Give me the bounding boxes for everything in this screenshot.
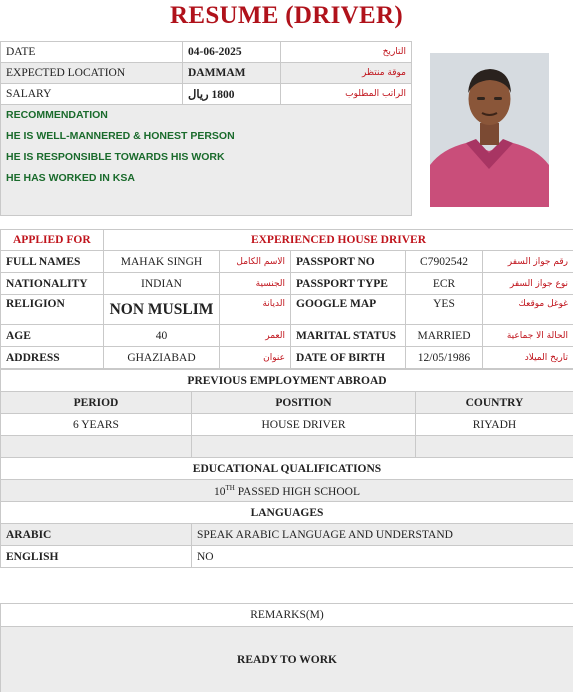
- page-title: RESUME (DRIVER): [170, 2, 403, 29]
- employment-position: HOUSE DRIVER: [192, 414, 416, 436]
- period-column-header: PERIOD: [1, 392, 192, 414]
- passport-no-value: C7902542: [406, 251, 483, 273]
- full-name-label-arabic: الاسم الكامل: [220, 251, 291, 273]
- employment-period: 6 YEARS: [1, 414, 192, 436]
- passport-type-label-arabic: نوع جواز السفر: [483, 273, 573, 295]
- religion-value: NON MUSLIM: [104, 295, 220, 325]
- salary-value: 1800 ريال: [183, 84, 281, 105]
- education-value: [1, 480, 573, 502]
- location-value: DAMMAM: [183, 63, 281, 84]
- date-of-birth-label: DATE OF BIRTH: [291, 347, 406, 369]
- table-row: [1, 414, 573, 436]
- age-label: AGE: [1, 325, 104, 347]
- nationality-value: INDIAN: [104, 273, 220, 295]
- empty-cell: [1, 436, 192, 458]
- recommendation-box: [1, 105, 412, 216]
- table-row: [1, 524, 573, 546]
- table-row: [1, 546, 573, 568]
- languages-heading: LANGUAGES: [1, 502, 573, 524]
- full-name-value: MAHAK SINGH: [104, 251, 220, 273]
- passport-no-label: PASSPORT NO: [291, 251, 406, 273]
- nationality-label-arabic: الجنسية: [220, 273, 291, 295]
- date-value: 04-06-2025: [183, 42, 281, 63]
- religion-label-arabic: الديانة: [220, 295, 291, 325]
- employment-country: RIYADH: [416, 414, 573, 436]
- education-grade-suffix: TH: [225, 483, 235, 492]
- recommendation-line: HE IS RESPONSIBLE TOWARDS HIS WORK: [6, 151, 225, 163]
- address-label-arabic: عنوان: [220, 347, 291, 369]
- applied-for-value: EXPERIENCED HOUSE DRIVER: [104, 230, 573, 251]
- age-value: 40: [104, 325, 220, 347]
- location-label: EXPECTED LOCATION: [1, 63, 183, 84]
- google-map-value: YES: [406, 295, 483, 325]
- empty-cell: [192, 436, 416, 458]
- religion-label: RELIGION: [1, 295, 104, 325]
- passport-type-value: ECR: [406, 273, 483, 295]
- passport-no-label-arabic: رقم جواز السفر: [483, 251, 573, 273]
- salary-label-arabic: الراتب المطلوب: [281, 84, 412, 105]
- education-grade: 10: [214, 485, 226, 498]
- marital-status-value: MARRIED: [406, 325, 483, 347]
- date-of-birth-label-arabic: تاريخ الميلاد: [483, 347, 573, 369]
- date-label-arabic: التاريخ: [281, 42, 412, 63]
- language-name: ENGLISH: [1, 546, 192, 568]
- google-map-label: GOOGLE MAP: [291, 295, 406, 325]
- education-detail: PASSED HIGH SCHOOL: [234, 485, 360, 498]
- recommendation-heading: RECOMMENDATION: [6, 109, 108, 121]
- passport-type-label: PASSPORT TYPE: [291, 273, 406, 295]
- candidate-photo: [430, 53, 549, 207]
- history-table: [0, 369, 573, 568]
- language-level: SPEAK ARABIC LANGUAGE AND UNDERSTAND: [192, 524, 573, 546]
- address-label: ADDRESS: [1, 347, 104, 369]
- salary-label: SALARY: [1, 84, 183, 105]
- remarks-value: READY TO WORK: [1, 627, 573, 692]
- address-value: GHAZIABAD: [104, 347, 220, 369]
- details-table: [0, 229, 573, 369]
- full-name-label: FULL NAMES: [1, 251, 104, 273]
- remarks-table: [0, 603, 573, 692]
- country-column-header: COUNTRY: [416, 392, 573, 414]
- location-label-arabic: موقة منتظر: [281, 63, 412, 84]
- remarks-heading: REMARKS(M): [1, 604, 573, 627]
- language-name: ARABIC: [1, 524, 192, 546]
- google-map-label-arabic: غوغل موقعك: [483, 295, 573, 325]
- recommendation-line: HE IS WELL-MANNERED & HONEST PERSON: [6, 130, 235, 142]
- date-label: DATE: [1, 42, 183, 63]
- empty-cell: [416, 436, 573, 458]
- position-column-header: POSITION: [192, 392, 416, 414]
- recommendation-line: HE HAS WORKED IN KSA: [6, 172, 135, 184]
- date-of-birth-value: 12/05/1986: [406, 347, 483, 369]
- education-heading: EDUCATIONAL QUALIFICATIONS: [1, 458, 573, 480]
- language-level: NO: [192, 546, 573, 568]
- employment-heading: PREVIOUS EMPLOYMENT ABROAD: [1, 370, 573, 392]
- age-label-arabic: العمر: [220, 325, 291, 347]
- marital-status-label: MARITAL STATUS: [291, 325, 406, 347]
- summary-table: [0, 41, 412, 216]
- marital-status-label-arabic: الحالة الا جماعية: [483, 325, 573, 347]
- nationality-label: NATIONALITY: [1, 273, 104, 295]
- applied-for-label: APPLIED FOR: [1, 230, 104, 251]
- table-row: [1, 436, 573, 458]
